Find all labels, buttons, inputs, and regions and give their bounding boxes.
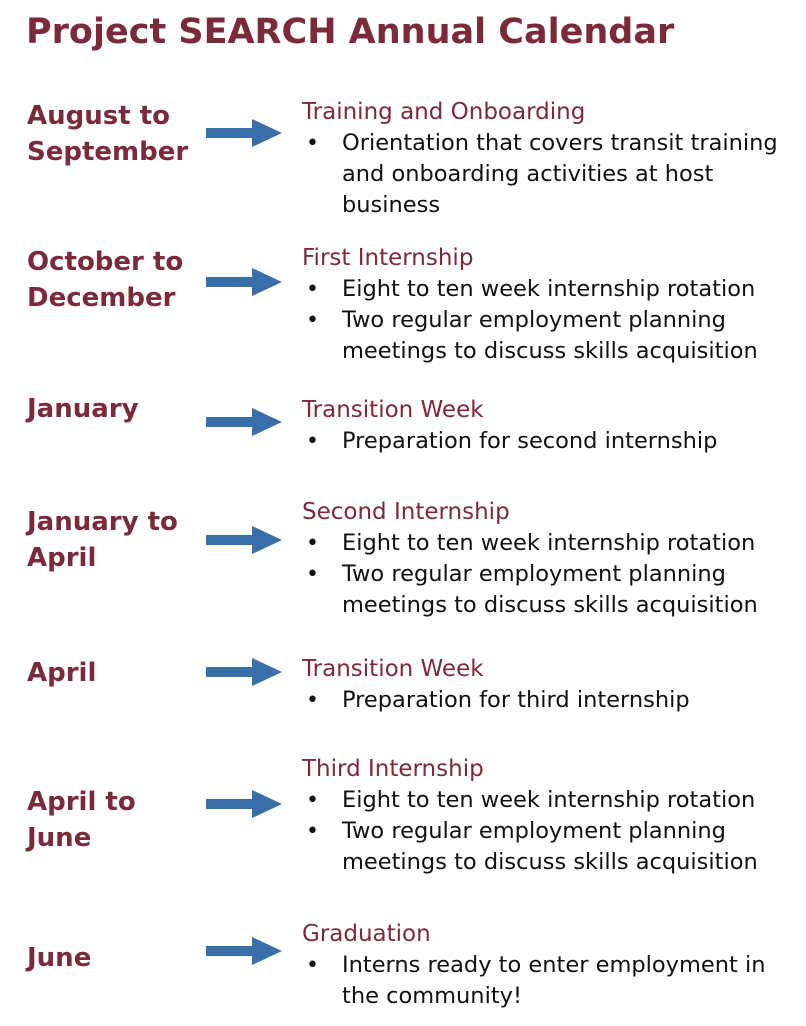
bullet-icon: •	[306, 562, 319, 587]
bullet-item	[302, 816, 787, 878]
period-label: August to September	[27, 101, 189, 167]
bullet-text: Eight to ten week internship rotation	[342, 530, 756, 556]
period-label: June	[27, 943, 92, 973]
bullet-text: Two regular employment planning meetings to discuss skills acquisition	[342, 818, 758, 875]
page-title: Project SEARCH Annual Calendar	[26, 12, 675, 52]
phase-title: First Internship	[302, 245, 474, 271]
bullet-icon: •	[306, 308, 319, 333]
period-label: January to April	[27, 507, 178, 573]
bullet-text: Preparation for third internship	[342, 687, 690, 713]
bullet-item	[302, 128, 802, 221]
bullet-text: Eight to ten week internship rotation	[342, 787, 756, 813]
bullet-icon: •	[306, 819, 319, 844]
right-arrow-icon	[206, 268, 282, 296]
bullet-item	[302, 950, 802, 1012]
phase-block	[302, 496, 802, 621]
right-arrow-icon	[206, 658, 282, 686]
phase-block	[302, 653, 802, 716]
phase-title: Transition Week	[302, 656, 484, 682]
bullet-icon: •	[306, 953, 319, 978]
right-arrow-icon	[206, 937, 282, 965]
bullet-icon: •	[306, 277, 319, 302]
period-label: January	[27, 394, 139, 424]
bullet-item	[302, 274, 802, 305]
bullet-icon: •	[306, 788, 319, 813]
bullet-item	[302, 528, 802, 559]
phase-block	[302, 753, 802, 878]
bullet-item	[302, 305, 787, 367]
bullet-list	[302, 274, 802, 367]
phase-title: Graduation	[302, 921, 431, 947]
bullet-text: Eight to ten week internship rotation	[342, 276, 756, 302]
bullet-text: Two regular employment planning meetings to discuss skills acquisition	[342, 307, 758, 364]
bullet-text: Two regular employment planning meetings to discuss skills acquisition	[342, 561, 758, 618]
phase-block	[302, 242, 802, 367]
phase-block	[302, 918, 802, 1012]
bullet-item	[302, 426, 802, 457]
bullet-list	[302, 128, 802, 221]
phase-title: Transition Week	[302, 397, 484, 423]
right-arrow-icon	[206, 790, 282, 818]
right-arrow-icon	[206, 408, 282, 436]
bullet-item	[302, 559, 787, 621]
phase-title: Third Internship	[302, 756, 484, 782]
phase-block	[302, 394, 802, 457]
phase-title: Second Internship	[302, 499, 510, 525]
period-label: April	[27, 658, 97, 688]
bullet-list	[302, 685, 802, 716]
bullet-icon: •	[306, 531, 319, 556]
bullet-text: Interns ready to enter employment in the community!	[342, 952, 766, 1009]
right-arrow-icon	[206, 119, 282, 147]
bullet-text: Preparation for second internship	[342, 428, 718, 454]
bullet-icon: •	[306, 688, 319, 713]
bullet-list	[302, 950, 802, 1012]
phase-block	[302, 96, 802, 221]
bullet-list	[302, 785, 802, 878]
bullet-item	[302, 685, 802, 716]
bullet-icon: •	[306, 429, 319, 454]
bullet-list	[302, 426, 802, 457]
period-label: October to December	[27, 247, 184, 313]
bullet-item	[302, 785, 802, 816]
right-arrow-icon	[206, 526, 282, 554]
period-label: April to June	[27, 787, 136, 853]
bullet-icon: •	[306, 131, 319, 156]
bullet-list	[302, 528, 802, 621]
phase-title: Training and Onboarding	[302, 99, 586, 125]
bullet-text: Orientation that covers transit training and onboarding activities at host business	[342, 130, 778, 218]
